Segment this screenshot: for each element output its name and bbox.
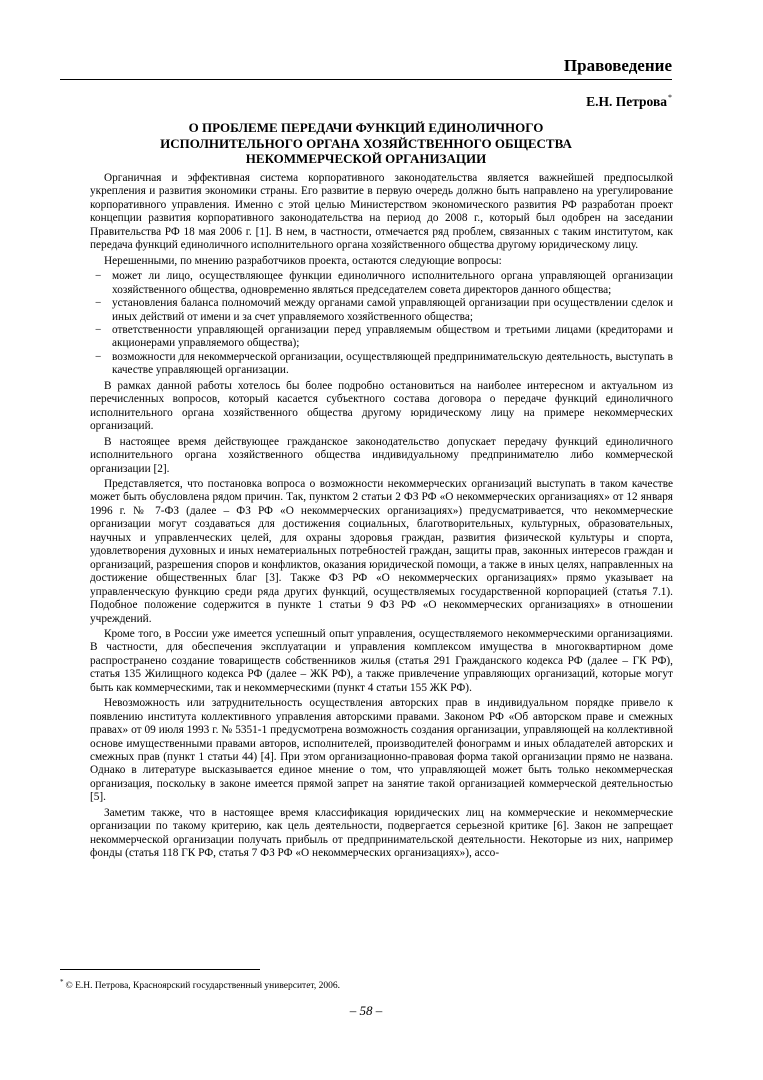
footnote-mark: * [60, 978, 64, 986]
header-rule [60, 79, 672, 80]
author-name [60, 93, 672, 110]
article-title-line: ИСПОЛНИТЕЛЬНОГО ОРГАНА ХОЗЯЙСТВЕННОГО ОБЩЕСТВА [160, 135, 572, 151]
list-item-text: возможности для некоммерческой организации, осуществляющей предпринимательскую деятельность, выступать в качестве управляющей организации. [112, 350, 673, 377]
list-item [90, 351, 673, 378]
article-body [90, 172, 673, 863]
journal-section-title: Правоведение [563, 56, 672, 75]
paragraph: Нерешенными, по мнению разработчиков проекта, остаются следующие вопросы: [104, 254, 502, 267]
paragraph: Органичная и эффективная система корпоративного законодательства является важнейшей предпосылкой укрепления и развития экономики страны. Его развитие в первую очередь должно быть направлено на урегулирование корпоративного управления. Именно с этой целью Министерством экономического развития РФ разработан проект концепции развития корпоративного законодательства на период до 2008 г., который был одобрен на заседании Правительства РФ 18 мая 2006 г. [1]. В нем, в частности, отмечается ряд проблем, связанных с таким институтом, как передача функций единоличного исполнительного органа хозяйственного общества другому юридическому лицу. [90, 172, 673, 252]
article-title-line: О ПРОБЛЕМЕ ПЕРЕДАЧИ ФУНКЦИЙ ЕДИНОЛИЧНОГО [188, 120, 544, 135]
list-item [90, 270, 673, 297]
list-item [90, 324, 673, 351]
list-dash: − [95, 270, 102, 283]
list-dash: − [95, 297, 102, 310]
footnote-text: © Е.Н. Петрова, Красноярский государственный университет, 2006. [65, 981, 340, 991]
list-item-text: установления баланса полномочий между органами самой управляющей организации при осуществлении сделок и иных действий от имени и за счет управляемого хозяйственного общества; [112, 297, 673, 323]
footnote [60, 976, 672, 992]
list-dash: − [95, 350, 102, 363]
list-item-text: ответственности управляющей организации перед управляемым обществом и третьими лицами (кредиторами и акционерами управляемого общества); [112, 323, 673, 350]
issue-list [90, 270, 673, 378]
article-title-line: НЕКОММЕРЧЕСКОЙ ОРГАНИЗАЦИИ [245, 151, 487, 166]
paragraph: Кроме того, в России уже имеется успешный опыт управления, осуществляемого некоммерческими организациями. В частности, для обеспечения эксплуатации и управления комплексом имущества в многоквартирном доме распространено создание товариществ собственников жилья (статья 291 Гражданского кодекса РФ (далее – ГК РФ), статья 135 Жилищного кодекса РФ (далее – ЖК РФ), а также привлечение управляющих организаций, которые могут быть как коммерческими, так и некоммерческими (пункт 4 статьи 155 ЖК РФ). [90, 627, 673, 694]
paragraph: Представляется, что постановка вопроса о возможности некоммерческих организаций выступать в таком качестве может быть обусловлена рядом причин. Так, пунктом 2 статьи 2 ФЗ РФ «О некоммерческих организациях» от 12 января 1996 г. № 7-ФЗ (далее – ФЗ РФ «О некоммерческих организациях») предусматривается, что некоммерческие организации могут создаваться для достижения социальных, благотворительных, культурных, образовательных, научных и управленческих целей, для охраны здоровья граждан, развития физической культуры и спорта, удовлетворения духовных и иных нематериальных потребностей граждан, защиты прав, законных интересов граждан и организаций, разрешения споров и конфликтов, оказания юридической помощи, а также в иных целях, направленных на достижение общественных благ [3]. Также ФЗ РФ «О некоммерческих организациях» прямо указывает на управленческую функцию среди ряда других функций, осуществляемых государственной корпорацией (статья 7.1). Подобное положение содержится в пункте 1 статьи 9 ФЗ РФ «О некоммерческих организациях» в отношении учреждений. [90, 477, 673, 625]
list-item [90, 297, 673, 324]
list-item-text: может ли лицо, осуществляющее функции единоличного исполнительного органа управляющей организации хозяйственного общества, одновременно являться председателем совета директоров данного общества; [112, 270, 673, 296]
paragraph: Заметим также, что в настоящее время классификация юридических лиц на коммерческие и некоммерческие организации по такому критерию, как цель деятельности, подвергается серьезной критике [6]. Закон не запрещает некоммерческой организации получать прибыль от предпринимательской деятельности. Некоторые из них, например фонды (статья 118 ГК РФ, статья 7 ФЗ РФ «О некоммерческих организациях»), ассо- [90, 806, 673, 860]
paragraph: В настоящее время действующее гражданское законодательство допускает передачу функций единоличного исполнительного органа хозяйственного общества индивидуальному предпринимателю либо коммерческой организации [2]. [90, 435, 673, 475]
footnote-rule [60, 969, 260, 970]
author-footnote-mark: * [668, 93, 672, 102]
page-number: – 58 – [349, 1003, 383, 1018]
paragraph: Невозможность или затруднительность осуществления авторских прав в индивидуальном порядке привело к появлению института коллективного управления авторскими правами. Законом РФ «Об авторском праве и смежных правах» от 09 июля 1993 г. № 5351-1 предусмотрена возможность создания организации, управляющей на коллективной основе имущественными правами авторов, исполнителей, производителей фонограмм и иных обладателей авторских и смежных прав (пункт 1 статьи 44) [4]. При этом организационно-правовая форма такой организации прямо не названа. Однако в литературе высказывается единое мнение о том, что управляющей может быть только некоммерческая организация, поскольку в законе имеется прямой запрет на занятие такой организацией коммерческой деятельностью [5]. [90, 697, 673, 804]
paragraph: В рамках данной работы хотелось бы более подробно остановиться на наиболее интересном и актуальном из перечисленных вопросов, который касается субъектного состава договора о передаче функций единоличного исполнительного органа хозяйственного общества другому юридическому лицу на примере некоммерческих организаций. [90, 379, 673, 433]
author-name-text: Е.Н. Петрова [586, 94, 667, 109]
article-title [90, 120, 642, 167]
list-dash: − [95, 323, 102, 336]
